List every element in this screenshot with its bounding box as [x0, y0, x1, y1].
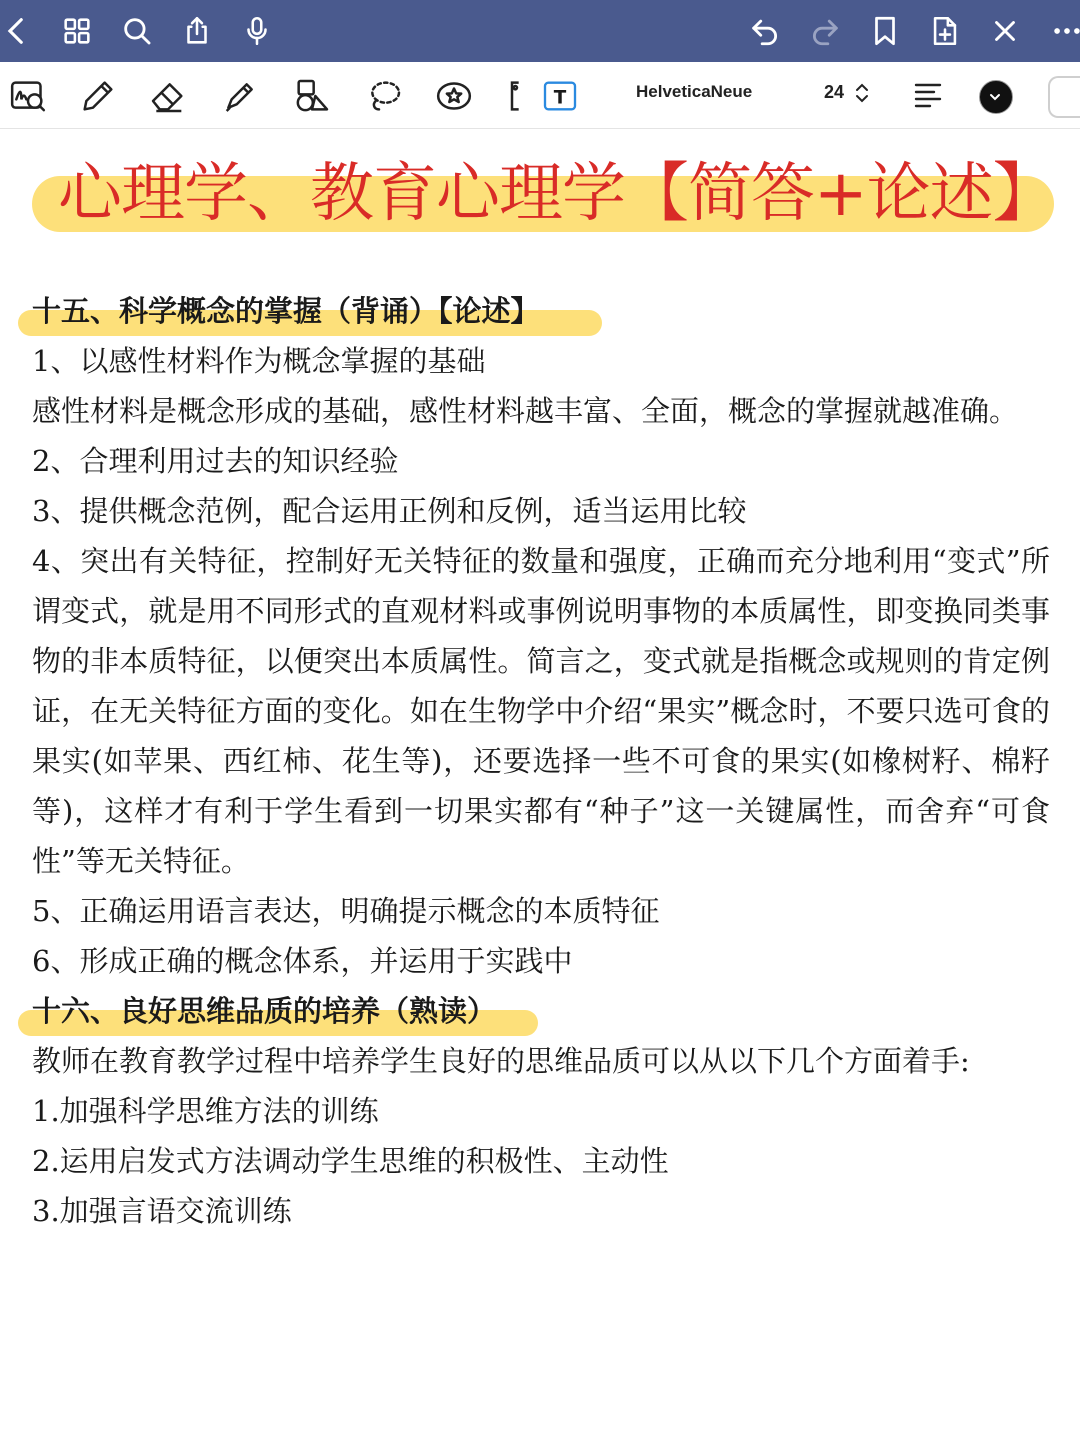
back-icon[interactable]: [0, 6, 42, 56]
grid-view-icon[interactable]: [52, 6, 102, 56]
undo-icon[interactable]: [740, 6, 790, 56]
shapes-icon[interactable]: [286, 70, 338, 122]
section-16-item-2: 2.运用启发式方法调动学生思维的积极性、主动性: [32, 1144, 669, 1178]
section-15-heading: 十五、科学概念的掌握（背诵）【论述】: [32, 294, 540, 328]
sticker-icon[interactable]: [428, 70, 480, 122]
more-icon[interactable]: [1042, 6, 1080, 56]
pen-icon[interactable]: [72, 70, 124, 122]
section-15-item-4: 4、突出有关特征，控制好无关特征的数量和强度，正确而充分地利用“变式”所谓变式，就是用不同形式的直观材料或事例说明事物的本质属性，即变换同类事物的非本质特征，以便突出本质属性。简言之，变式就是指概念或规则的肯定例证，在无关特征方面的变化。如在生物学中介绍“果实”概念时，不要只选可食的果实(如苹果、西红柿、花生等)，还要选择一些不可食的果实(如橡树籽、棉籽等)，这样才有利于学生看到一切果实都有“种子”这一关键属性，而舍弃“可食性”等无关特征。: [32, 544, 1050, 878]
text-tool-icon[interactable]: [534, 70, 586, 122]
page-title: 心理学、教育心理学【简答+论述】: [58, 157, 1056, 231]
note-content: [32, 286, 1050, 1236]
section-15-item-1: 1、以感性材料作为概念掌握的基础: [32, 344, 486, 378]
font-size-stepper-icon[interactable]: [852, 80, 872, 106]
add-page-icon[interactable]: [920, 6, 970, 56]
text-tool-glyph: T: [553, 87, 567, 109]
section-16-heading: 十六、良好思维品质的培养（熟读）: [32, 994, 497, 1028]
font-name-selector[interactable]: HelveticaNeue: [636, 82, 753, 101]
chevron-down-icon: [988, 92, 1002, 102]
bookmark-icon[interactable]: [860, 6, 910, 56]
search-icon[interactable]: [112, 6, 162, 56]
section-15-item-6: 6、形成正确的概念体系，并运用于实践中: [32, 944, 573, 978]
section-15-item-1-text: 感性材料是概念形成的基础，感性材料越丰富、全面，概念的掌握就越准确。: [32, 394, 1019, 428]
close-pen-icon[interactable]: [980, 6, 1030, 56]
eraser-icon[interactable]: [142, 70, 194, 122]
redo-icon[interactable]: [800, 6, 850, 56]
section-16: [32, 986, 1050, 1036]
section-15-item-2: 2、合理利用过去的知识经验: [32, 444, 399, 478]
section-16-item-1: 1.加强科学思维方法的训练: [32, 1094, 379, 1128]
lasso-icon[interactable]: [358, 70, 410, 122]
font-size-selector[interactable]: 24: [824, 82, 845, 102]
section-15-item-5: 5、正确运用语言表达，明确提示概念的本质特征: [32, 894, 660, 928]
section-15: [32, 286, 1050, 336]
top-nav-bar: [0, 0, 1080, 62]
share-icon[interactable]: [172, 6, 222, 56]
section-15-item-3: 3、提供概念范例，配合运用正例和反例，适当运用比较: [32, 494, 747, 528]
highlighter-icon[interactable]: [214, 70, 266, 122]
section-16-intro: 教师在教育教学过程中培养学生良好的思维品质可以从以下几个方面着手:: [32, 1044, 970, 1078]
handwriting-zoom-icon[interactable]: [2, 70, 54, 122]
extra-tool-slot[interactable]: [1048, 76, 1080, 118]
microphone-icon[interactable]: [232, 6, 282, 56]
text-align-icon[interactable]: [912, 80, 944, 110]
section-16-item-3: 3.加强言语交流训练: [32, 1194, 292, 1228]
